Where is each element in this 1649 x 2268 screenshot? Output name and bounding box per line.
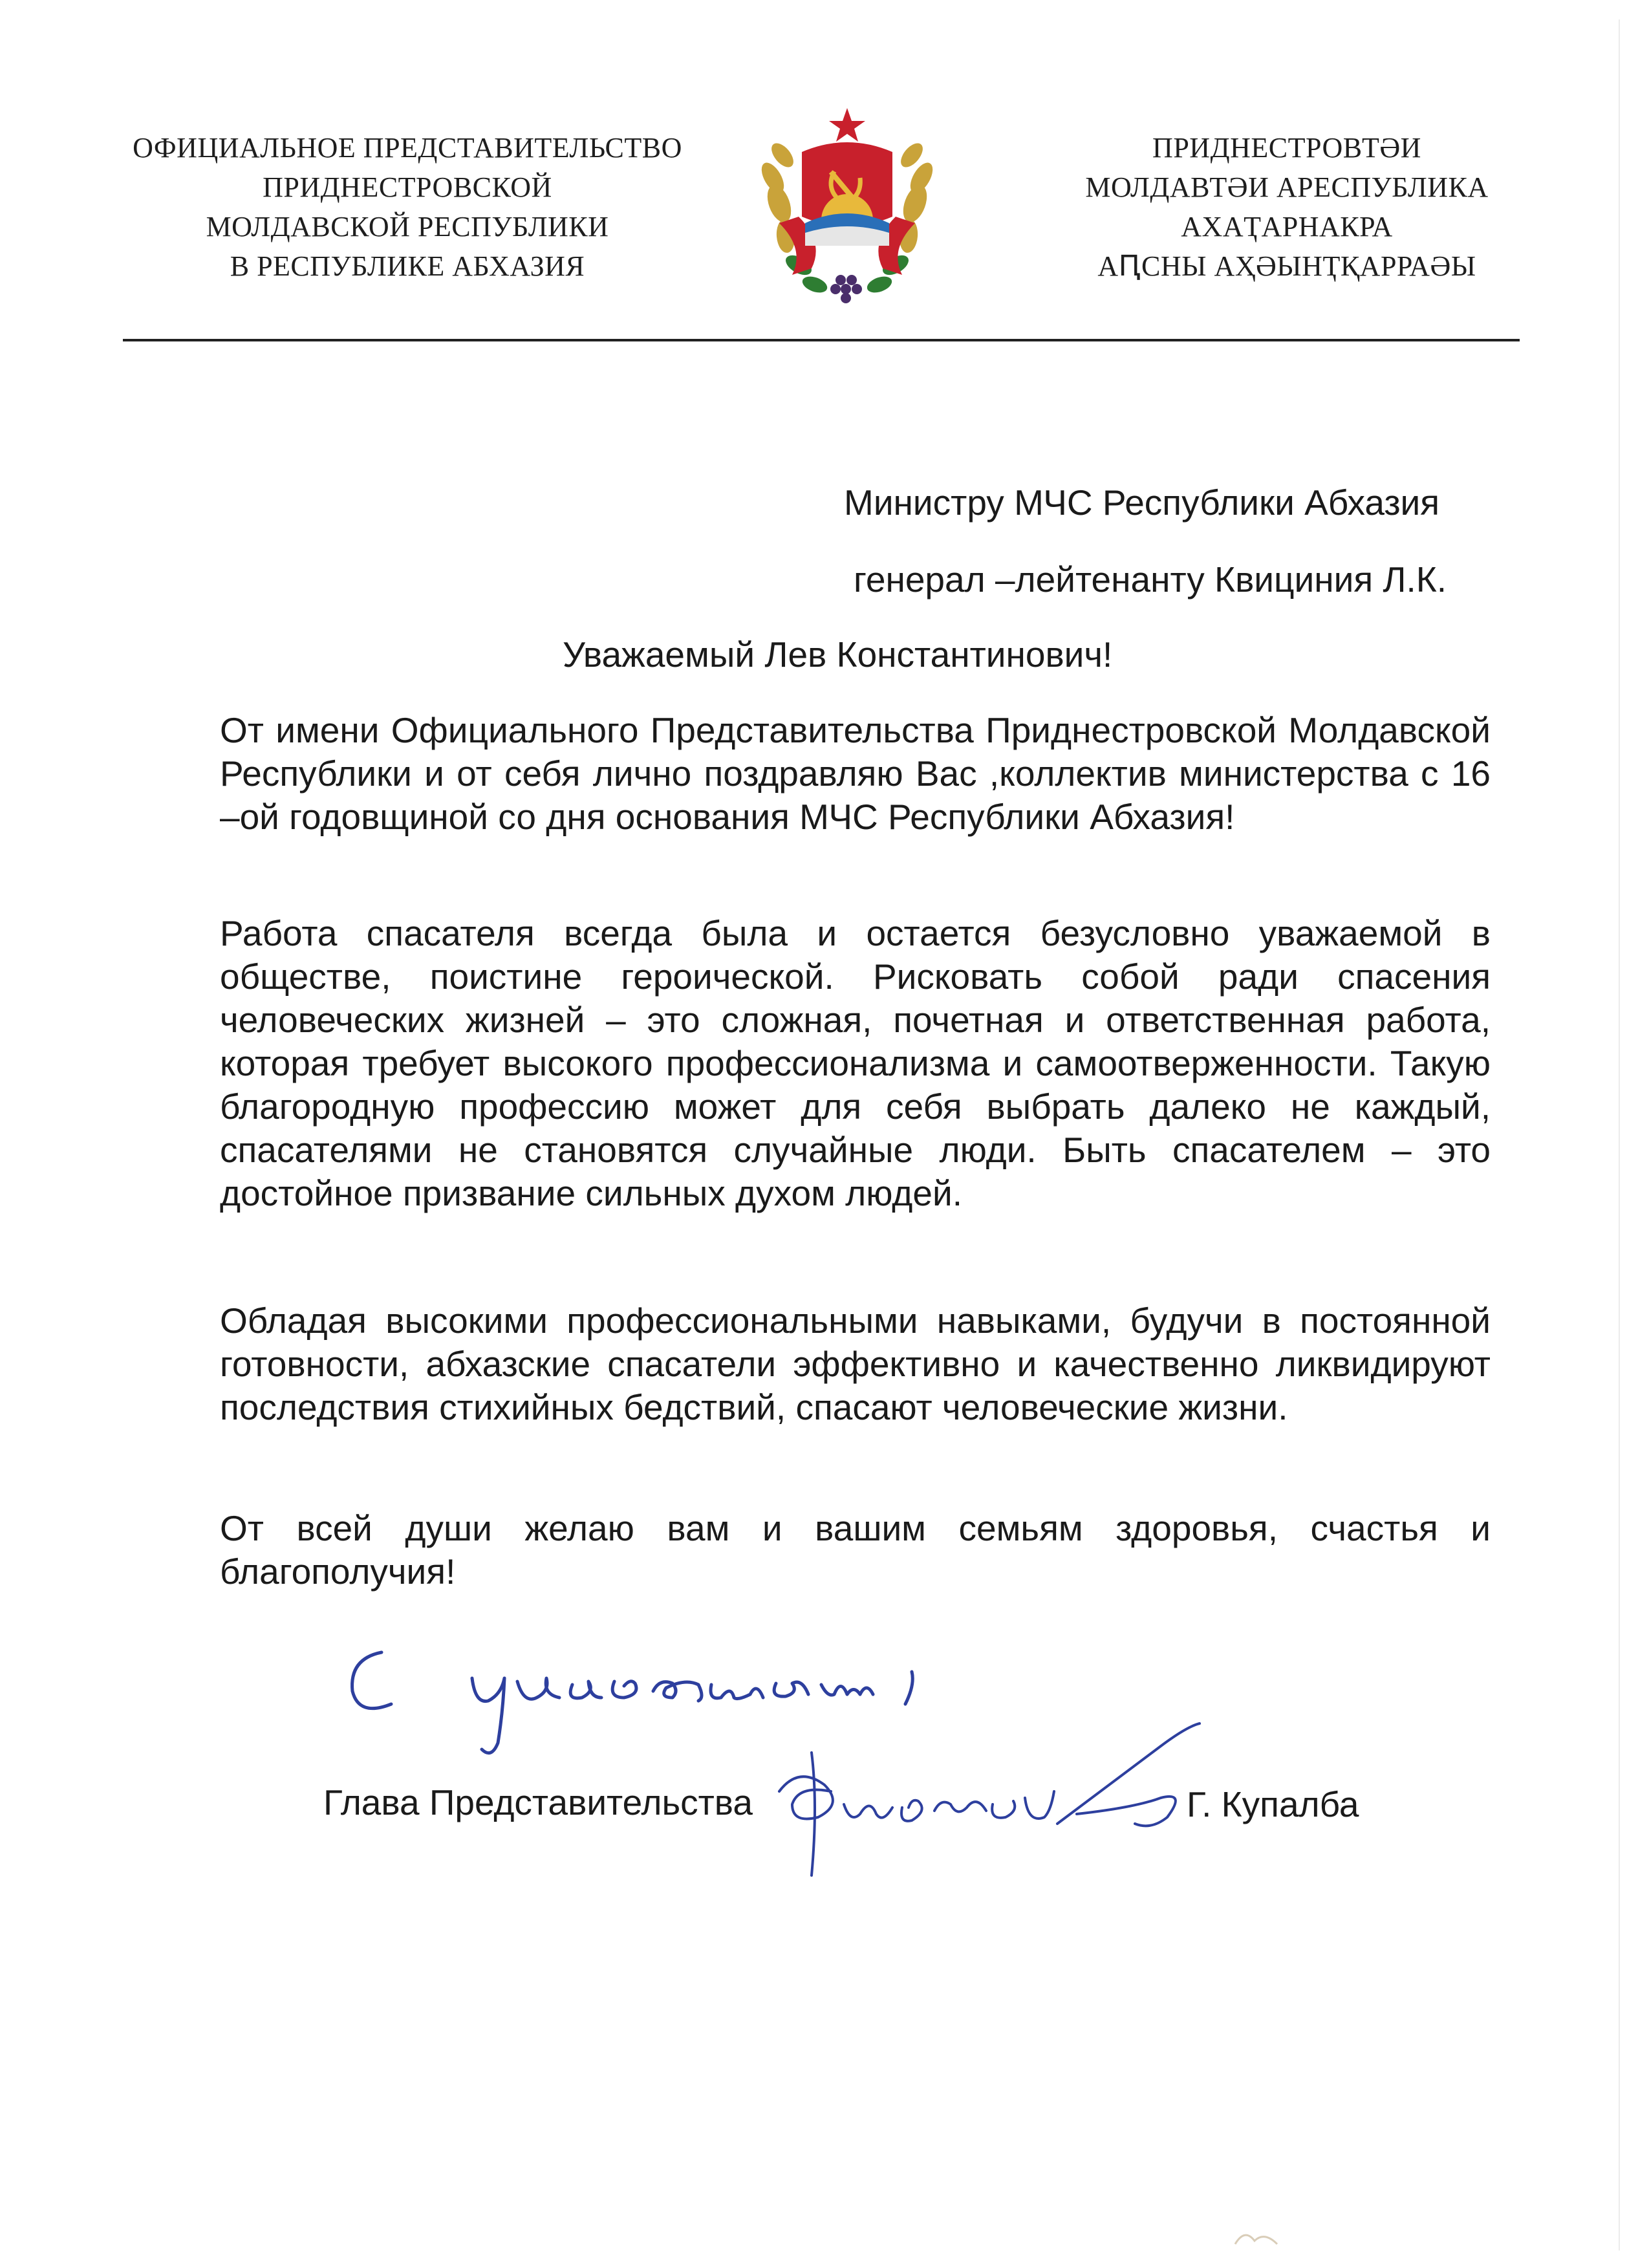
letterhead-left bbox=[103, 128, 711, 286]
letterhead-right-line: МОЛДАВТӘИ АРЕСПУБЛИКА bbox=[1085, 171, 1489, 203]
body-paragraph: От всей души желаю вам и вашим семьям здоровья, счастья и благополучия! bbox=[220, 1508, 1491, 1592]
signatory-name: Г. Купалба bbox=[1187, 1784, 1359, 1824]
addressee-line-2: генерал –лейтенанту Квициния Л.К. bbox=[854, 559, 1447, 599]
letterhead-left-line: ОФИЦИАЛЬНОЕ ПРЕДСТАВИТЕЛЬСТВО bbox=[133, 132, 682, 164]
body-paragraph: Обладая высокими профессиональными навыками, будучи в постоянной готовности, абхазские спасатели эффективно и качественно ликвидируют последствия стихийных бедствий, спасают человеческие жизни. bbox=[220, 1301, 1491, 1427]
letterhead-left-line: ПРИДНЕСТРОВСКОЙ bbox=[263, 171, 552, 203]
letterhead-right-line: ПРИДНЕСТРОВТӘИ bbox=[1152, 132, 1421, 164]
addressee-line-1: Министру МЧС Республики Абхазия bbox=[844, 482, 1440, 523]
body-paragraph: От имени Официального Представительства Приднестровской Молдавской Республики и от себя лично поздравляю Вас ,коллектив министерства с 16 –ой годовщиной со дня основания МЧС Республики Абхазия! bbox=[220, 710, 1491, 837]
page-edge bbox=[1619, 19, 1620, 2251]
letterhead-rule bbox=[123, 339, 1520, 341]
signatory-title: Глава Представительства bbox=[323, 1782, 753, 1822]
body-paragraph: Работа спасателя всегда была и остается безусловно уважаемой в обществе, поистине героической. Рисковать собой ради спасения человеческих жизней – это сложная, почетная и ответственная работа, которая требует высокого профессионализма и самоотверженности. Такую благородную профессию может для себя выбрать далеко не каждый, спасателями не становятся случайные люди. Быть спасателем – это достойное призвание сильных духом людей. bbox=[220, 913, 1491, 1213]
salutation: Уважаемый Лев Константинович! bbox=[563, 634, 1113, 675]
letterhead-left-line: В РЕСПУБЛИКЕ АБХАЗИЯ bbox=[230, 250, 585, 282]
coat-of-arms-icon bbox=[753, 107, 941, 314]
scan-mark-icon bbox=[1232, 2225, 1284, 2251]
letterhead-right-line: АԤСНЫ АҲӘЫНҬҚАРРАӘЫ bbox=[1097, 250, 1476, 282]
letterhead-right-line: АХАҬАРНАКРА bbox=[1181, 211, 1393, 243]
letterhead-left-line: МОЛДАВСКОЙ РЕСПУБЛИКИ bbox=[206, 211, 609, 243]
letterhead-right bbox=[1009, 128, 1565, 286]
